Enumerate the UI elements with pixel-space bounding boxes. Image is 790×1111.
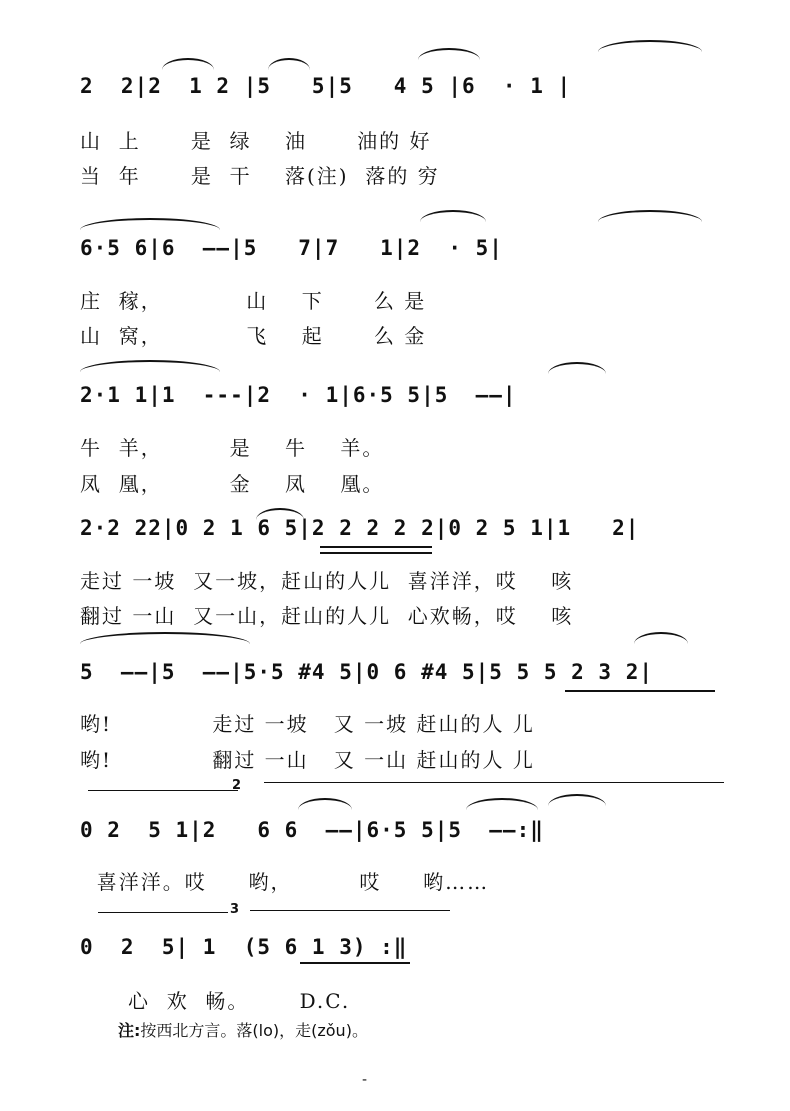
slur: [298, 798, 352, 810]
lyric-row-2-verse-1: 庄 稼， 山 下 么 是: [80, 289, 427, 313]
lyric-row-5-verse-2: 哟! 翻过 一山 又 一山 赶山的人 儿: [80, 748, 535, 772]
slur: [80, 218, 220, 230]
slur: [634, 632, 688, 644]
lyric-row-1-verse-1: 山 上 是 绿 油 油的 好: [80, 129, 432, 153]
ending-bracket-line: [98, 912, 228, 913]
notation-row-4: 2·2 22|0 2 1 6 5|2 2 2 2 2|0 2 5 1|1 2|: [80, 516, 640, 540]
notation-row-7: 0 2 5| 1 (5 6 1 3) :‖: [80, 935, 408, 959]
notation-row-6: 0 2 5 1|2 6 6 ——|6·5 5|5 ——:‖: [80, 818, 544, 842]
slur: [268, 58, 310, 70]
ending-number: 3: [230, 902, 240, 917]
slur: [80, 632, 250, 644]
slur: [598, 210, 702, 222]
lyric-row-1-verse-2: 当 年 是 干 落(注) 落的 穷: [80, 164, 440, 188]
slur: [548, 794, 606, 806]
beam: [320, 546, 432, 548]
footnote: [118, 1018, 368, 1041]
notation-row-3: 2·1 1|1 ---|2 · 1|6·5 5|5 ——|: [80, 383, 517, 407]
lyric-row-4-verse-2: 翻过 一山 又一山，赶山的人儿 心欢畅，哎 咳: [80, 604, 574, 628]
notation-row-1: 2 2|2 1 2 |5 5|5 4 5 |6 · 1 |: [80, 74, 572, 98]
slur: [548, 362, 606, 374]
beam: [300, 962, 410, 964]
beam: [565, 690, 715, 692]
lyric-row-7: 心 欢 畅。 D.C.: [128, 989, 351, 1013]
lyric-row-4-verse-1: 走过 一坡 又一坡，赶山的人儿 喜洋洋，哎 咳: [80, 569, 574, 593]
ending-bracket-line: [250, 910, 450, 911]
ending-bracket-line: [264, 782, 724, 783]
notation-row-2: 6·5 6|6 ——|5 7|7 1|2 · 5|: [80, 236, 503, 260]
lyric-row-5-verse-1: 哟! 走过 一坡 又 一坡 赶山的人 儿: [80, 712, 535, 736]
ending-bracket-line: [88, 790, 238, 791]
footnote-label: 注:: [118, 1021, 141, 1040]
slur: [80, 360, 220, 372]
lyric-row-3-verse-2: 凤 凰， 金 凤 凰。: [80, 472, 385, 496]
beam: [320, 552, 432, 554]
page-mark: -: [362, 1072, 368, 1088]
slur: [466, 798, 538, 810]
lyric-row-6: 喜洋洋。哎 哟， 哎 哟……: [80, 870, 490, 894]
ending-number: 2: [232, 778, 242, 793]
lyric-row-3-verse-1: 牛 羊， 是 牛 羊。: [80, 436, 385, 460]
footnote-text: 按西北方言。落(lo)，走(zǒu)。: [140, 1021, 368, 1040]
slur: [418, 48, 480, 60]
slur: [162, 58, 214, 70]
slur: [598, 40, 702, 52]
lyric-row-2-verse-2: 山 窝， 飞 起 么 金: [80, 324, 427, 348]
slur: [420, 210, 486, 222]
notation-row-5: 5 ——|5 ——|5·5 #4 5|0 6 #4 5|5 5 5 2 3 2|: [80, 660, 654, 684]
